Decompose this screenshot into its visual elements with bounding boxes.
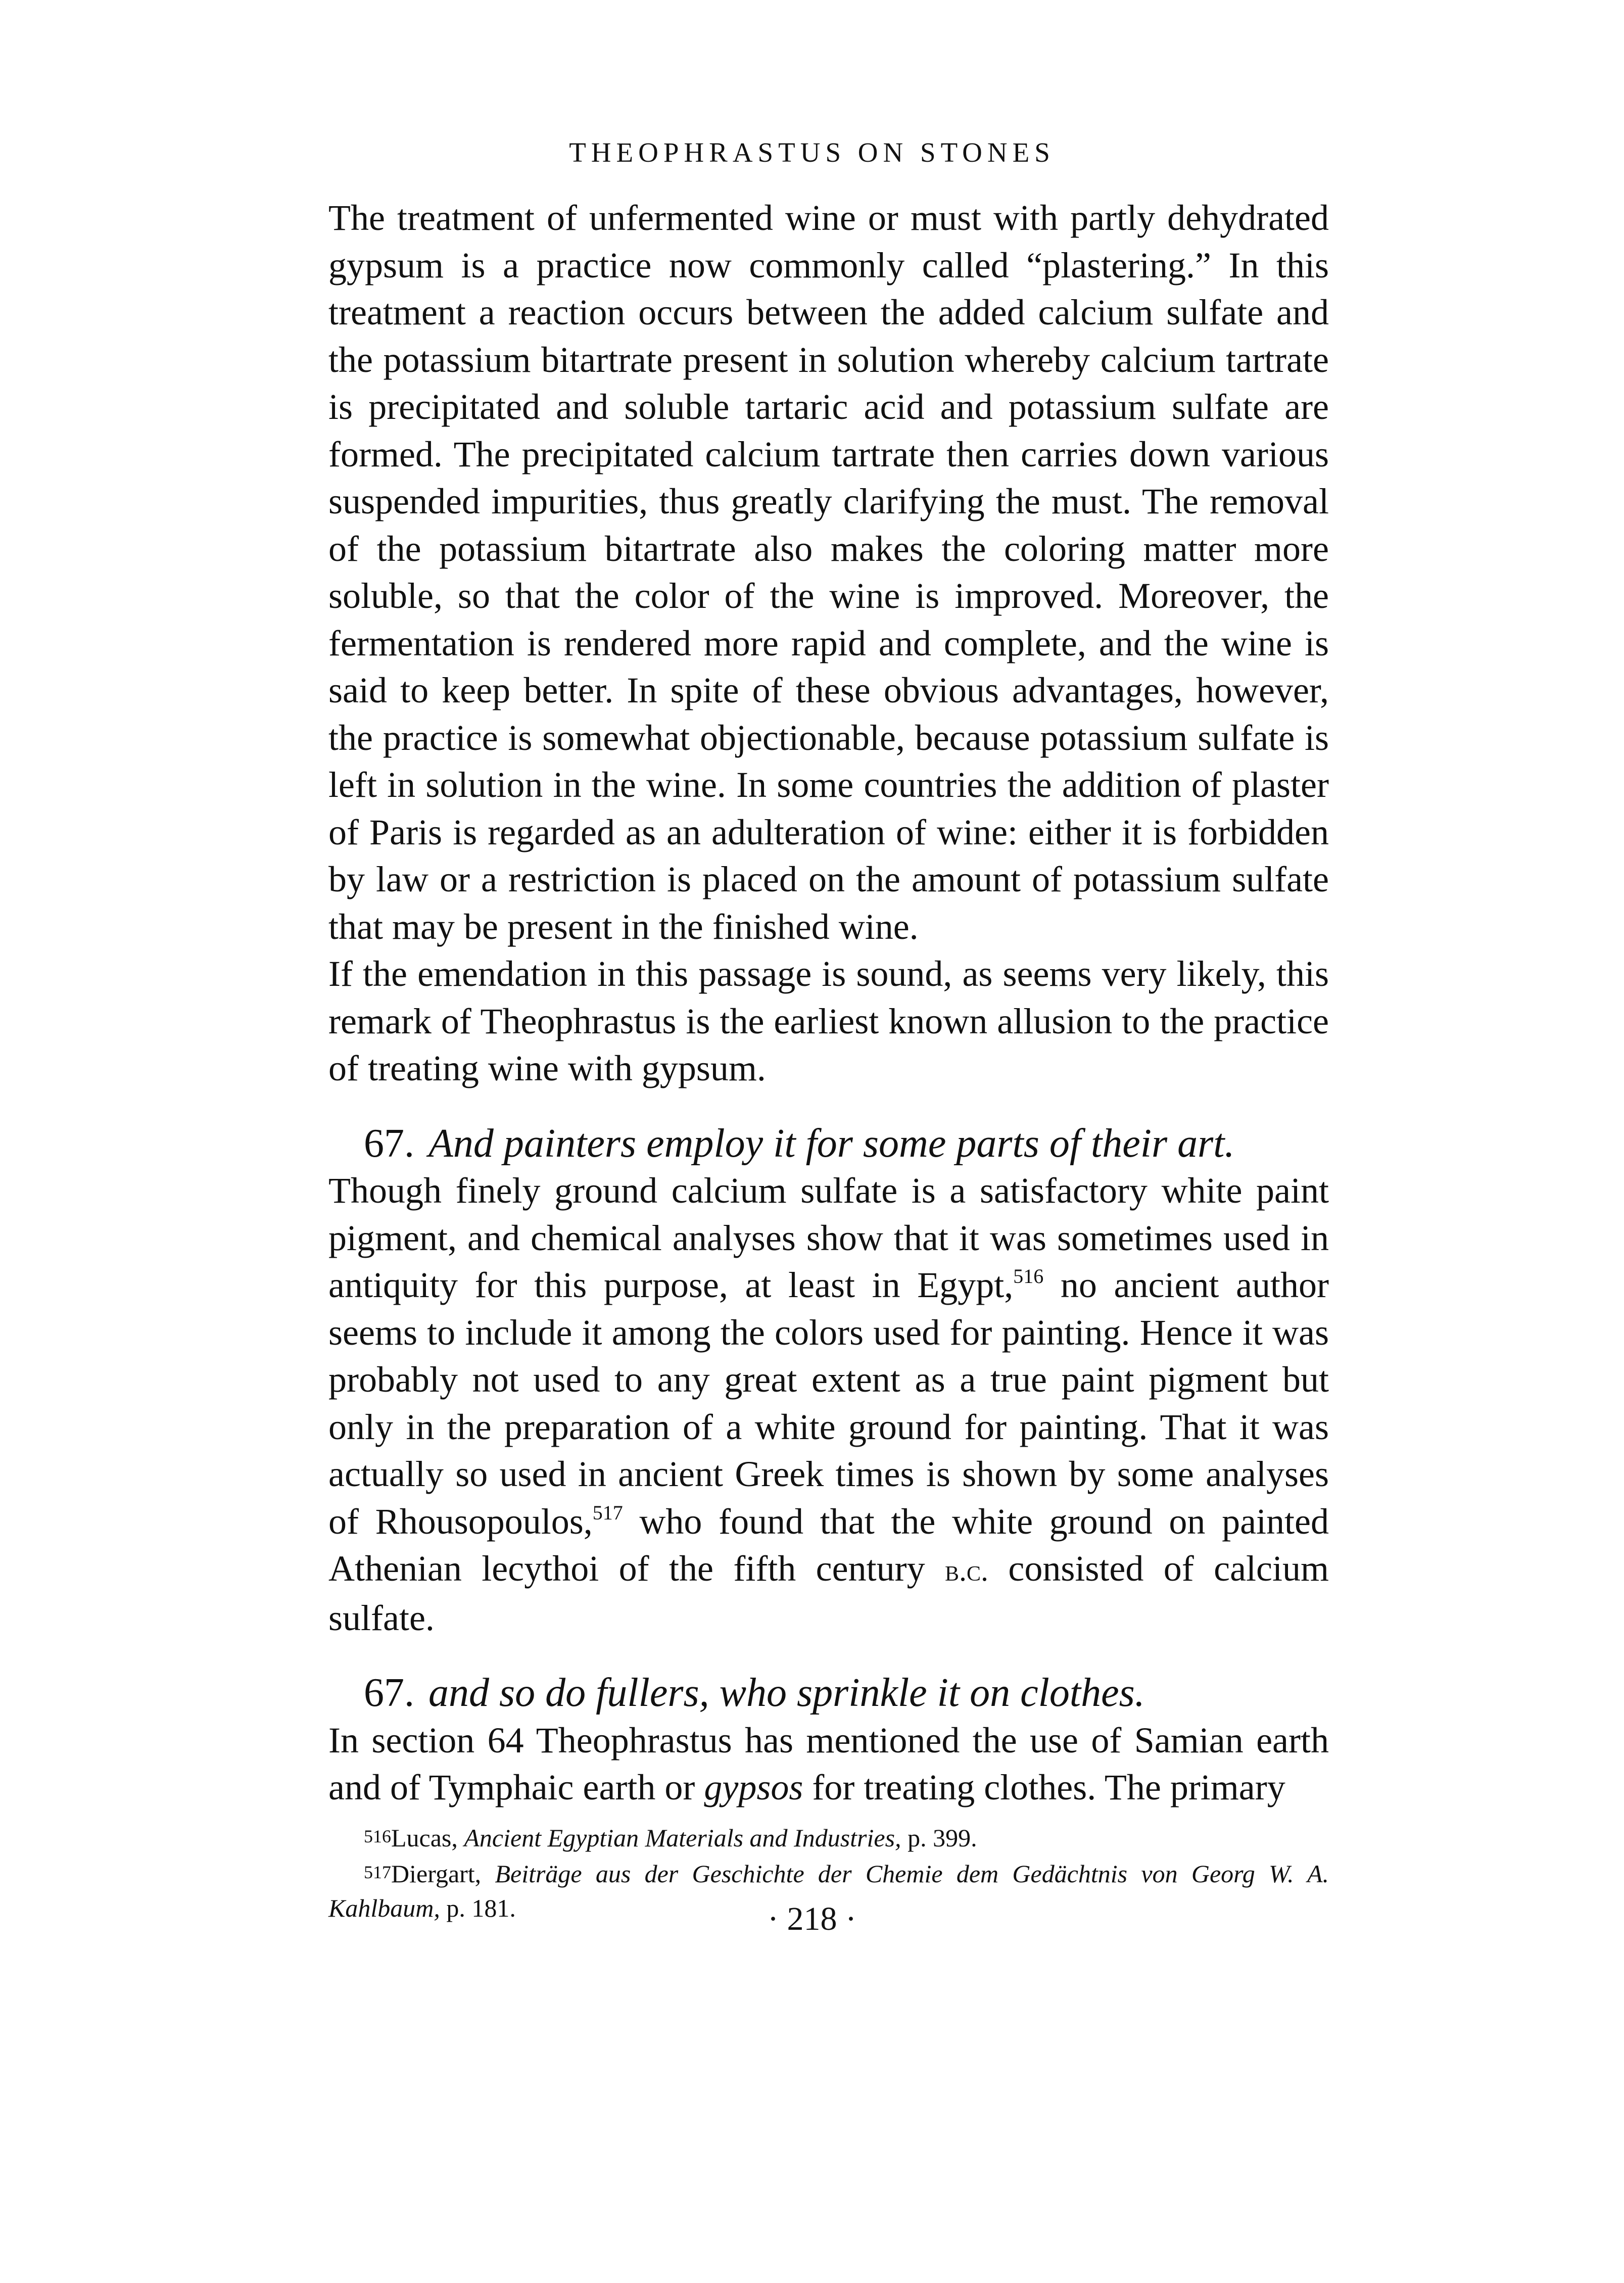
footnote-reference[interactable]: 516: [1013, 1265, 1044, 1288]
footnote-reference[interactable]: 517: [592, 1501, 623, 1524]
footnote-title: Ancient Egyptian Materials and Industries,: [464, 1824, 901, 1852]
paragraph-fullers: [328, 1717, 1329, 1812]
main-text: [328, 195, 1329, 1812]
footnote-number: 517: [364, 1862, 391, 1882]
running-head: THEOPHRASTUS ON STONES: [569, 137, 1055, 168]
section-lemma: and so do fullers, who sprinkle it on clothes.: [428, 1671, 1145, 1715]
footnote-author: Diergart,: [391, 1860, 495, 1888]
footnote-page: p. 399.: [901, 1824, 977, 1852]
page-number: · 218 ·: [768, 1900, 856, 1937]
paragraph-text: In section 64 Theophrastus has mentioned the use of Samian earth and of Tymphaic earth or: [328, 1720, 1329, 1808]
paragraph-plastering: The treatment of unfermented wine or must with partly dehydrated gypsum is a practice now commonly called “plastering.” In this treatment a reaction occurs between the added calcium sulfate and the potassium bitartrate present in solution whereby calcium tartrate is precipitated and soluble tartaric acid and potassium sulfate are formed. The precipitated calcium tartrate then carries down various suspended impurities, thus greatly clarifying the must. The removal of the potassium bitartrate also makes the coloring matter more soluble, so that the color of the wine is improved. Moreover, the fermentation is rendered more rapid and complete, and the wine is said to keep better. In spite of these obvious advantages, however, the practice is somewhat objectionable, because potassium sulfate is left in solution in the wine. In some countries the addition of plaster of Paris is regarded as an adulteration of wine: either it is forbidden by law or a restriction is placed on the amount of potassium sulfate that may be present in the finished wine.: [328, 198, 1329, 947]
paragraph-text: who found that the white ground on painted Athenian lecythoi of the fifth century: [328, 1501, 1329, 1589]
section-heading-fullers: [328, 1670, 1329, 1717]
paragraph-text: no ancient author seems to include it among the colors used for painting. Hence it was probably not used to any great extent as a true paint pigment but only in the preparation of a white ground for painting. That it was actually so used in ancient Greek times is shown by some analyses of Rhousopoulos,: [328, 1265, 1329, 1542]
section-lemma: And painters employ it for some parts of their art.: [428, 1121, 1235, 1166]
footnote-516: [328, 1819, 1329, 1855]
section-number: 67.: [364, 1671, 414, 1715]
paragraph-text: Though finely ground calcium sulfate is a satisfactory white paint pigment, and chemical analyses show that it was sometimes used in antiquity for this purpose, at least in Egypt,: [328, 1170, 1329, 1305]
greek-term: gypsos: [704, 1767, 803, 1808]
footnote-title: Beiträge aus der Geschichte der Chemie dem Gedächtnis von Georg W. A. Kahlbaum,: [328, 1860, 1329, 1922]
footnote-page: p. 181.: [440, 1894, 516, 1922]
footnote-number: 516: [364, 1826, 391, 1846]
paragraph-text: consisted of calcium sulfate.: [328, 1548, 1329, 1638]
section-number: 67.: [364, 1121, 414, 1166]
era-abbreviation: b.c.: [944, 1554, 989, 1587]
section-heading-painters: [328, 1120, 1329, 1168]
footnote-author: Lucas,: [391, 1824, 464, 1852]
paragraph-emendation: If the emendation in this passage is sound, as seems very likely, this remark of Theophrastus is the earliest known allusion to the practice of treating wine with gypsum.: [328, 954, 1329, 1088]
paragraph-painters: [328, 1167, 1329, 1642]
paragraph-text: for treating clothes. The primary: [803, 1767, 1285, 1808]
